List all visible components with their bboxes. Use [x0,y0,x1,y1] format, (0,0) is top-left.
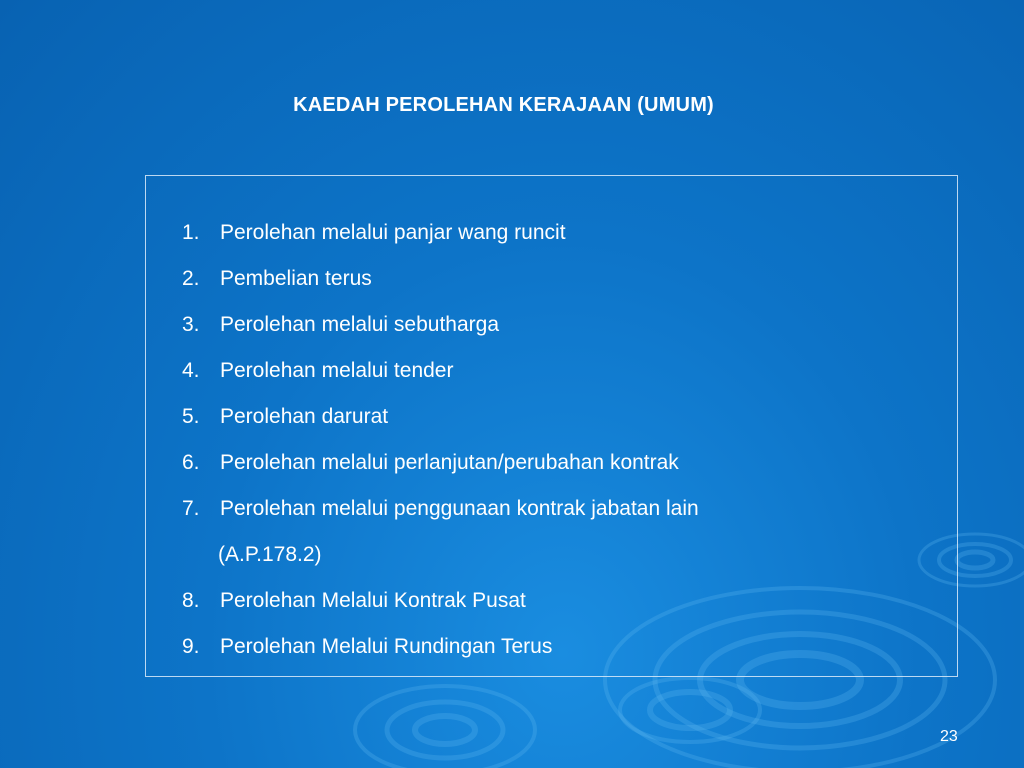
item-text: Perolehan Melalui Kontrak Pusat [220,589,526,612]
item-number: 9. [182,635,200,658]
item-text: Perolehan darurat [220,405,389,428]
item-text: Perolehan melalui panjar wang runcit [220,221,566,244]
list-item [182,394,699,440]
item-continuation-text: (A.P.178.2) [218,543,322,566]
list-item [182,256,699,302]
item-text: Perolehan Melalui Rundingan Terus [220,635,553,658]
item-number: 4. [182,359,200,382]
list-item [182,210,699,256]
item-number: 5. [182,405,200,428]
list-item [182,578,699,624]
item-number: 6. [182,451,200,474]
procurement-method-list [182,210,699,670]
item-text: Pembelian terus [220,267,372,290]
slide-title: KAEDAH PEROLEHAN KERAJAAN (UMUM) [293,94,714,116]
list-item-continuation [182,532,699,578]
page-number: 23 [940,728,958,745]
list-item [182,486,699,532]
item-number: 3. [182,313,200,336]
item-number: 2. [182,267,200,290]
item-text: Perolehan melalui penggunaan kontrak jabatan lain [220,497,699,520]
item-text: Perolehan melalui perlanjutan/perubahan kontrak [220,451,679,474]
list-item [182,624,699,670]
list-item [182,302,699,348]
item-text: Perolehan melalui tender [220,359,454,382]
list-item [182,440,699,486]
item-text: Perolehan melalui sebutharga [220,313,500,336]
item-number: 7. [182,497,200,520]
item-number: 1. [182,221,200,244]
list-item [182,348,699,394]
item-number: 8. [182,589,200,612]
